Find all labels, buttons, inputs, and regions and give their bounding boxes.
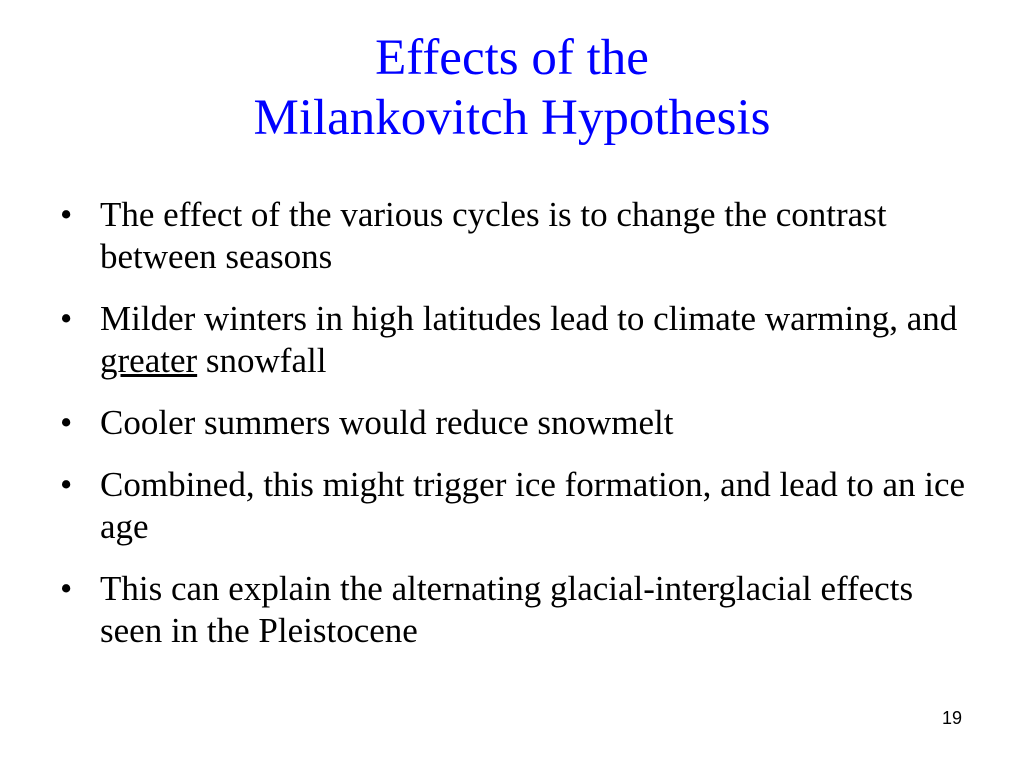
bullet-icon: • xyxy=(60,569,73,608)
bullet-item xyxy=(60,568,980,652)
bullet-text-part: Milder winters in high latitudes lead to climate warming, and xyxy=(100,299,958,338)
slide-title-line-1: Effects of the xyxy=(375,30,649,86)
page-number: 19 xyxy=(941,708,962,728)
bullet-text xyxy=(100,299,957,380)
bullet-text-part: snowfall xyxy=(197,341,327,380)
bullet-icon: • xyxy=(60,403,73,442)
bullet-text: Cooler summers would reduce snowmelt xyxy=(100,403,674,442)
bullet-list xyxy=(60,194,980,672)
bullet-item xyxy=(60,298,980,382)
underlined-word: greater xyxy=(100,341,198,380)
slide-title xyxy=(0,28,1024,148)
bullet-text: This can explain the alternating glacial-interglacial effects seen in the Pleistocene xyxy=(100,569,914,650)
bullet-item xyxy=(60,194,980,278)
bullet-item xyxy=(60,402,980,444)
bullet-icon: • xyxy=(60,299,73,338)
slide-title-line-2: Milankovitch Hypothesis xyxy=(253,90,771,146)
bullet-text: The effect of the various cycles is to change the contrast between seasons xyxy=(100,195,887,276)
bullet-text: Combined, this might trigger ice formation, and lead to an ice age xyxy=(100,465,966,546)
bullet-icon: • xyxy=(60,195,73,234)
bullet-icon: • xyxy=(60,465,73,504)
bullet-item xyxy=(60,464,980,548)
